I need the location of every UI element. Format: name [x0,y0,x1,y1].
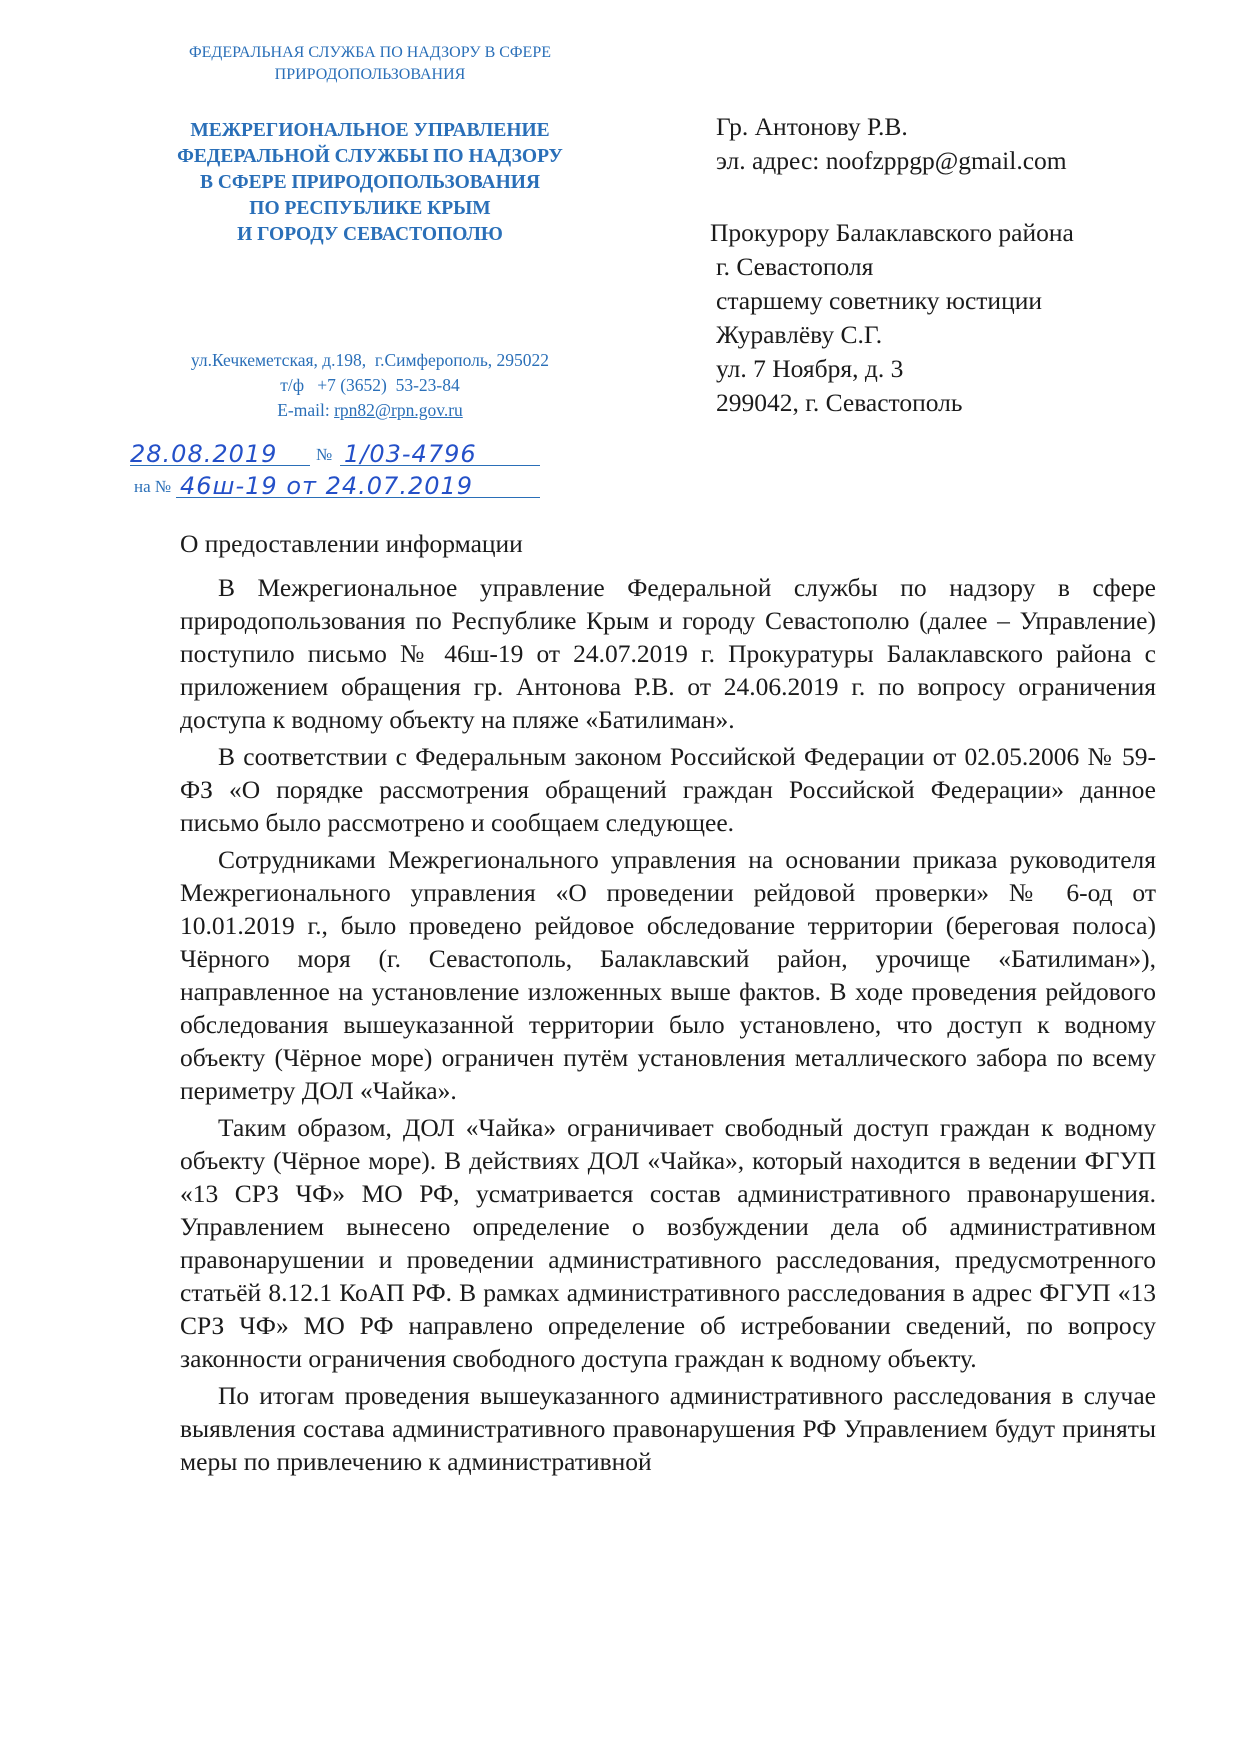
addressee-line: 299042, г. Севастополь [716,388,963,417]
body-paragraph: В соответствии с Федеральным законом Российской Федерации от 02.05.2006 № 59-ФЗ «О порядке рассмотрения обращений граждан Российской Федерации» данное письмо было рассмотрено и сообщаем следующее. [180,742,1156,837]
email-label: E-mail: [277,400,335,420]
agency-name [120,42,620,86]
handwritten-number: 1/03-4796 [344,440,477,468]
body-paragraph: Сотрудниками Межрегионального управления на основании приказа руководителя Межрегионального управления «О проведении рейдовой проверки» № 6-од от 10.01.2019 г., было проведено рейдовое обследование территории (береговая полоса) Чёрного моря (г. Севастополь, Балаклавский район, урочище «Батилиман»), направленное на установление изложенных выше фактов. В ходе проведения рейдового обследования вышеуказанной территории было установлено, что доступ к водному объекту (Чёрное море) ограничен путём установления металлического забора по всему периметру ДОЛ «Чайка». [180,845,1156,1105]
letter-subject: О предоставлении информации [180,529,523,558]
addressee-line: старшему советнику юстиции [716,286,1043,315]
office-name-line: ФЕДЕРАЛЬНОЙ СЛУЖБЫ ПО НАДЗОРУ [177,146,563,167]
office-contacts [120,348,620,423]
registration-block [130,440,550,504]
addressee-citizen [716,110,1067,178]
addressee-line: Журавлёву С.Г. [716,320,883,349]
office-address: ул.Кечкеметская, д.198, г.Симферополь, 295022 [190,350,550,370]
reply-underline [176,497,540,498]
office-name-line: И ГОРОДУ СЕВАСТОПОЛЮ [237,224,503,245]
handwritten-reply-number: 46ш-19 от 24.07.2019 [180,472,474,500]
email-link[interactable]: rpn82@rpn.gov.ru [334,400,463,420]
body-paragraph: По итогам проведения вышеуказанного административного расследования в случае выявления состава административного правонарушения РФ Управлением будут приняты меры по привлечению к административной [180,1381,1156,1476]
addressee-line: Гр. Антонову Р.В. [716,112,908,141]
addressee-line: г. Севастополя [716,252,874,281]
body-paragraph: В Межрегиональное управление Федеральной службы по надзору в сфере природопользования по Республике Крым и городу Севастополю (далее – Управление) поступило письмо № 46ш-19 от 24.07.2019 г. Прокуратуры Балаклавского района с приложением обращения гр. Антонова Р.В. от 24.06.2019 г. по вопросу ограничения доступа к водному объекту на пляже «Батилиман». [180,573,1156,734]
number-label: № [316,445,333,464]
outgoing-number-line [130,440,550,472]
agency-name-line: ПРИРОДОПОЛЬЗОВАНИЯ [274,66,466,83]
office-name-line: В СФЕРЕ ПРИРОДОПОЛЬЗОВАНИЯ [199,172,541,193]
body-paragraph: Таким образом, ДОЛ «Чайка» ограничивает свободный доступ граждан к водному объекту (Чёрное море). В действиях ДОЛ «Чайка», который находится в ведении ФГУП «13 СРЗ ЧФ» МО РФ, усматривается состав административного правонарушения. Управлением вынесено определение о возбуждении дела об административном правонарушении и проведении административного расследования, предусмотренного статьёй 8.12.1 КоАП РФ. В рамках административного расследования в адрес ФГУП «13 СРЗ ЧФ» МО РФ направлено определение об истребовании сведений, по вопросу законности ограничения свободного доступа граждан к водному объекту. [180,1113,1156,1373]
reply-number-line [130,472,550,504]
office-name [120,118,620,248]
date-underline [130,465,310,466]
addressee-line: эл. адрес: noofzppgp@gmail.com [716,146,1067,175]
office-phone: т/ф +7 (3652) 53-23-84 [280,375,460,395]
letter-body [180,571,1156,1482]
agency-name-line: ФЕДЕРАЛЬНАЯ СЛУЖБА ПО НАДЗОРУ В СФЕРЕ [188,44,551,61]
handwritten-date: 28.08.2019 [130,440,278,468]
reply-label: на № [134,477,172,496]
office-name-line: МЕЖРЕГИОНАЛЬНОЕ УПРАВЛЕНИЕ [190,120,550,141]
letterhead [120,42,620,420]
addressee-prosecutor [710,216,1074,420]
office-email [120,398,620,423]
office-name-line: ПО РЕСПУБЛИКЕ КРЫМ [249,198,491,219]
number-underline [340,465,540,466]
addressee-line: Прокурору Балаклавского района [710,218,1074,247]
addressee-line: ул. 7 Ноября, д. 3 [716,354,904,383]
